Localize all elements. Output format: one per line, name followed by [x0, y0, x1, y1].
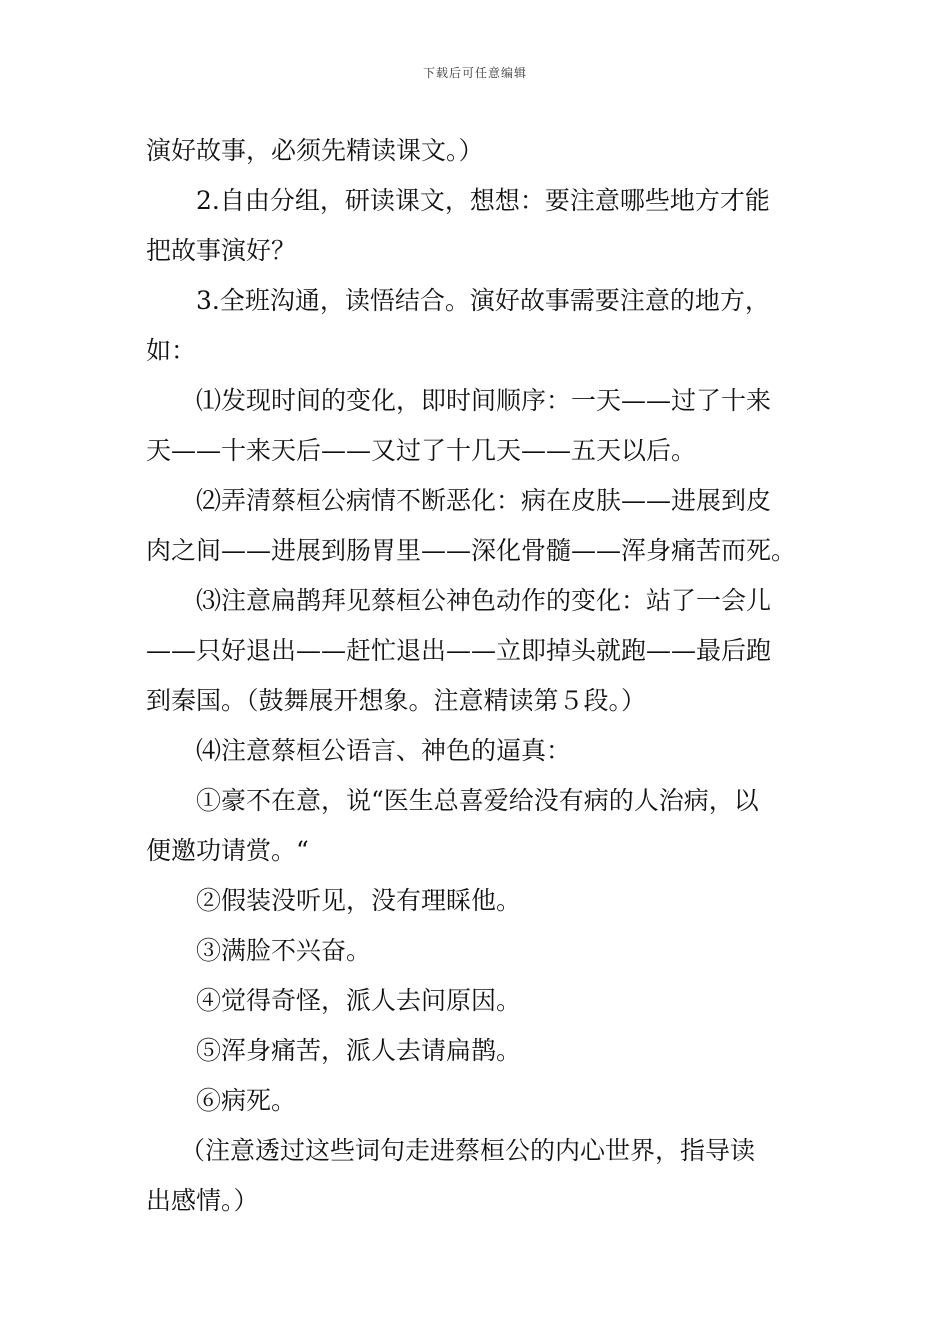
- text-line: ④觉得奇怪，派人去问原因。: [196, 986, 522, 1015]
- text-line: 把故事演好？: [146, 236, 297, 265]
- text-line: 演好故事，必须先精读课文。）: [146, 136, 484, 165]
- text-line: ⑤浑身痛苦，派人去请扁鹊。: [196, 1036, 522, 1065]
- text-line: 3.全班沟通，读悟结合。演好故事需要注意的地方，: [196, 286, 770, 315]
- text-line: ②假装没听见，没有理睬他。: [196, 886, 522, 915]
- text-line: 便邀功请赏。“: [146, 836, 309, 865]
- text-line: 出感情。）: [146, 1186, 259, 1215]
- text-line: ⑥病死。: [196, 1086, 297, 1115]
- page-header: 下载后可任意编辑: [422, 66, 527, 80]
- text-line: ⑵弄清蔡桓公病情不断恶化：病在皮肤——进展到皮: [196, 486, 772, 515]
- text-line: 到秦国。（鼓舞展开想象。注意精读第５段。）: [146, 686, 647, 715]
- text-line: ③满脸不兴奋。: [196, 936, 372, 965]
- text-line: ⑴发现时间的变化，即时间顺序：一天——过了十来: [196, 386, 772, 415]
- text-line: 肉之间——进展到肠胃里——深化骨髓——浑身痛苦而死。: [146, 536, 797, 565]
- text-line: ⑷注意蔡桓公语言、神色的逼真：: [196, 736, 572, 765]
- text-line: ⑶注意扁鹊拜见蔡桓公神色动作的变化：站了一会儿: [196, 586, 772, 615]
- text-line: （注意透过这些词句走进蔡桓公的内心世界，指导读: [180, 1136, 756, 1165]
- text-line: 2.自由分组，研读课文，想想：要注意哪些地方才能: [196, 186, 770, 215]
- text-line: ——只好退出——赶忙退出——立即掉头就跑——最后跑: [146, 636, 772, 665]
- text-line: 如：: [146, 336, 197, 365]
- document-body: [146, 126, 808, 1226]
- text-line: 天——十来天后——又过了十几天——五天以后。: [146, 436, 697, 465]
- text-line: ①豪不在意，说“医生总喜爱给没有病的人治病，以: [196, 786, 759, 815]
